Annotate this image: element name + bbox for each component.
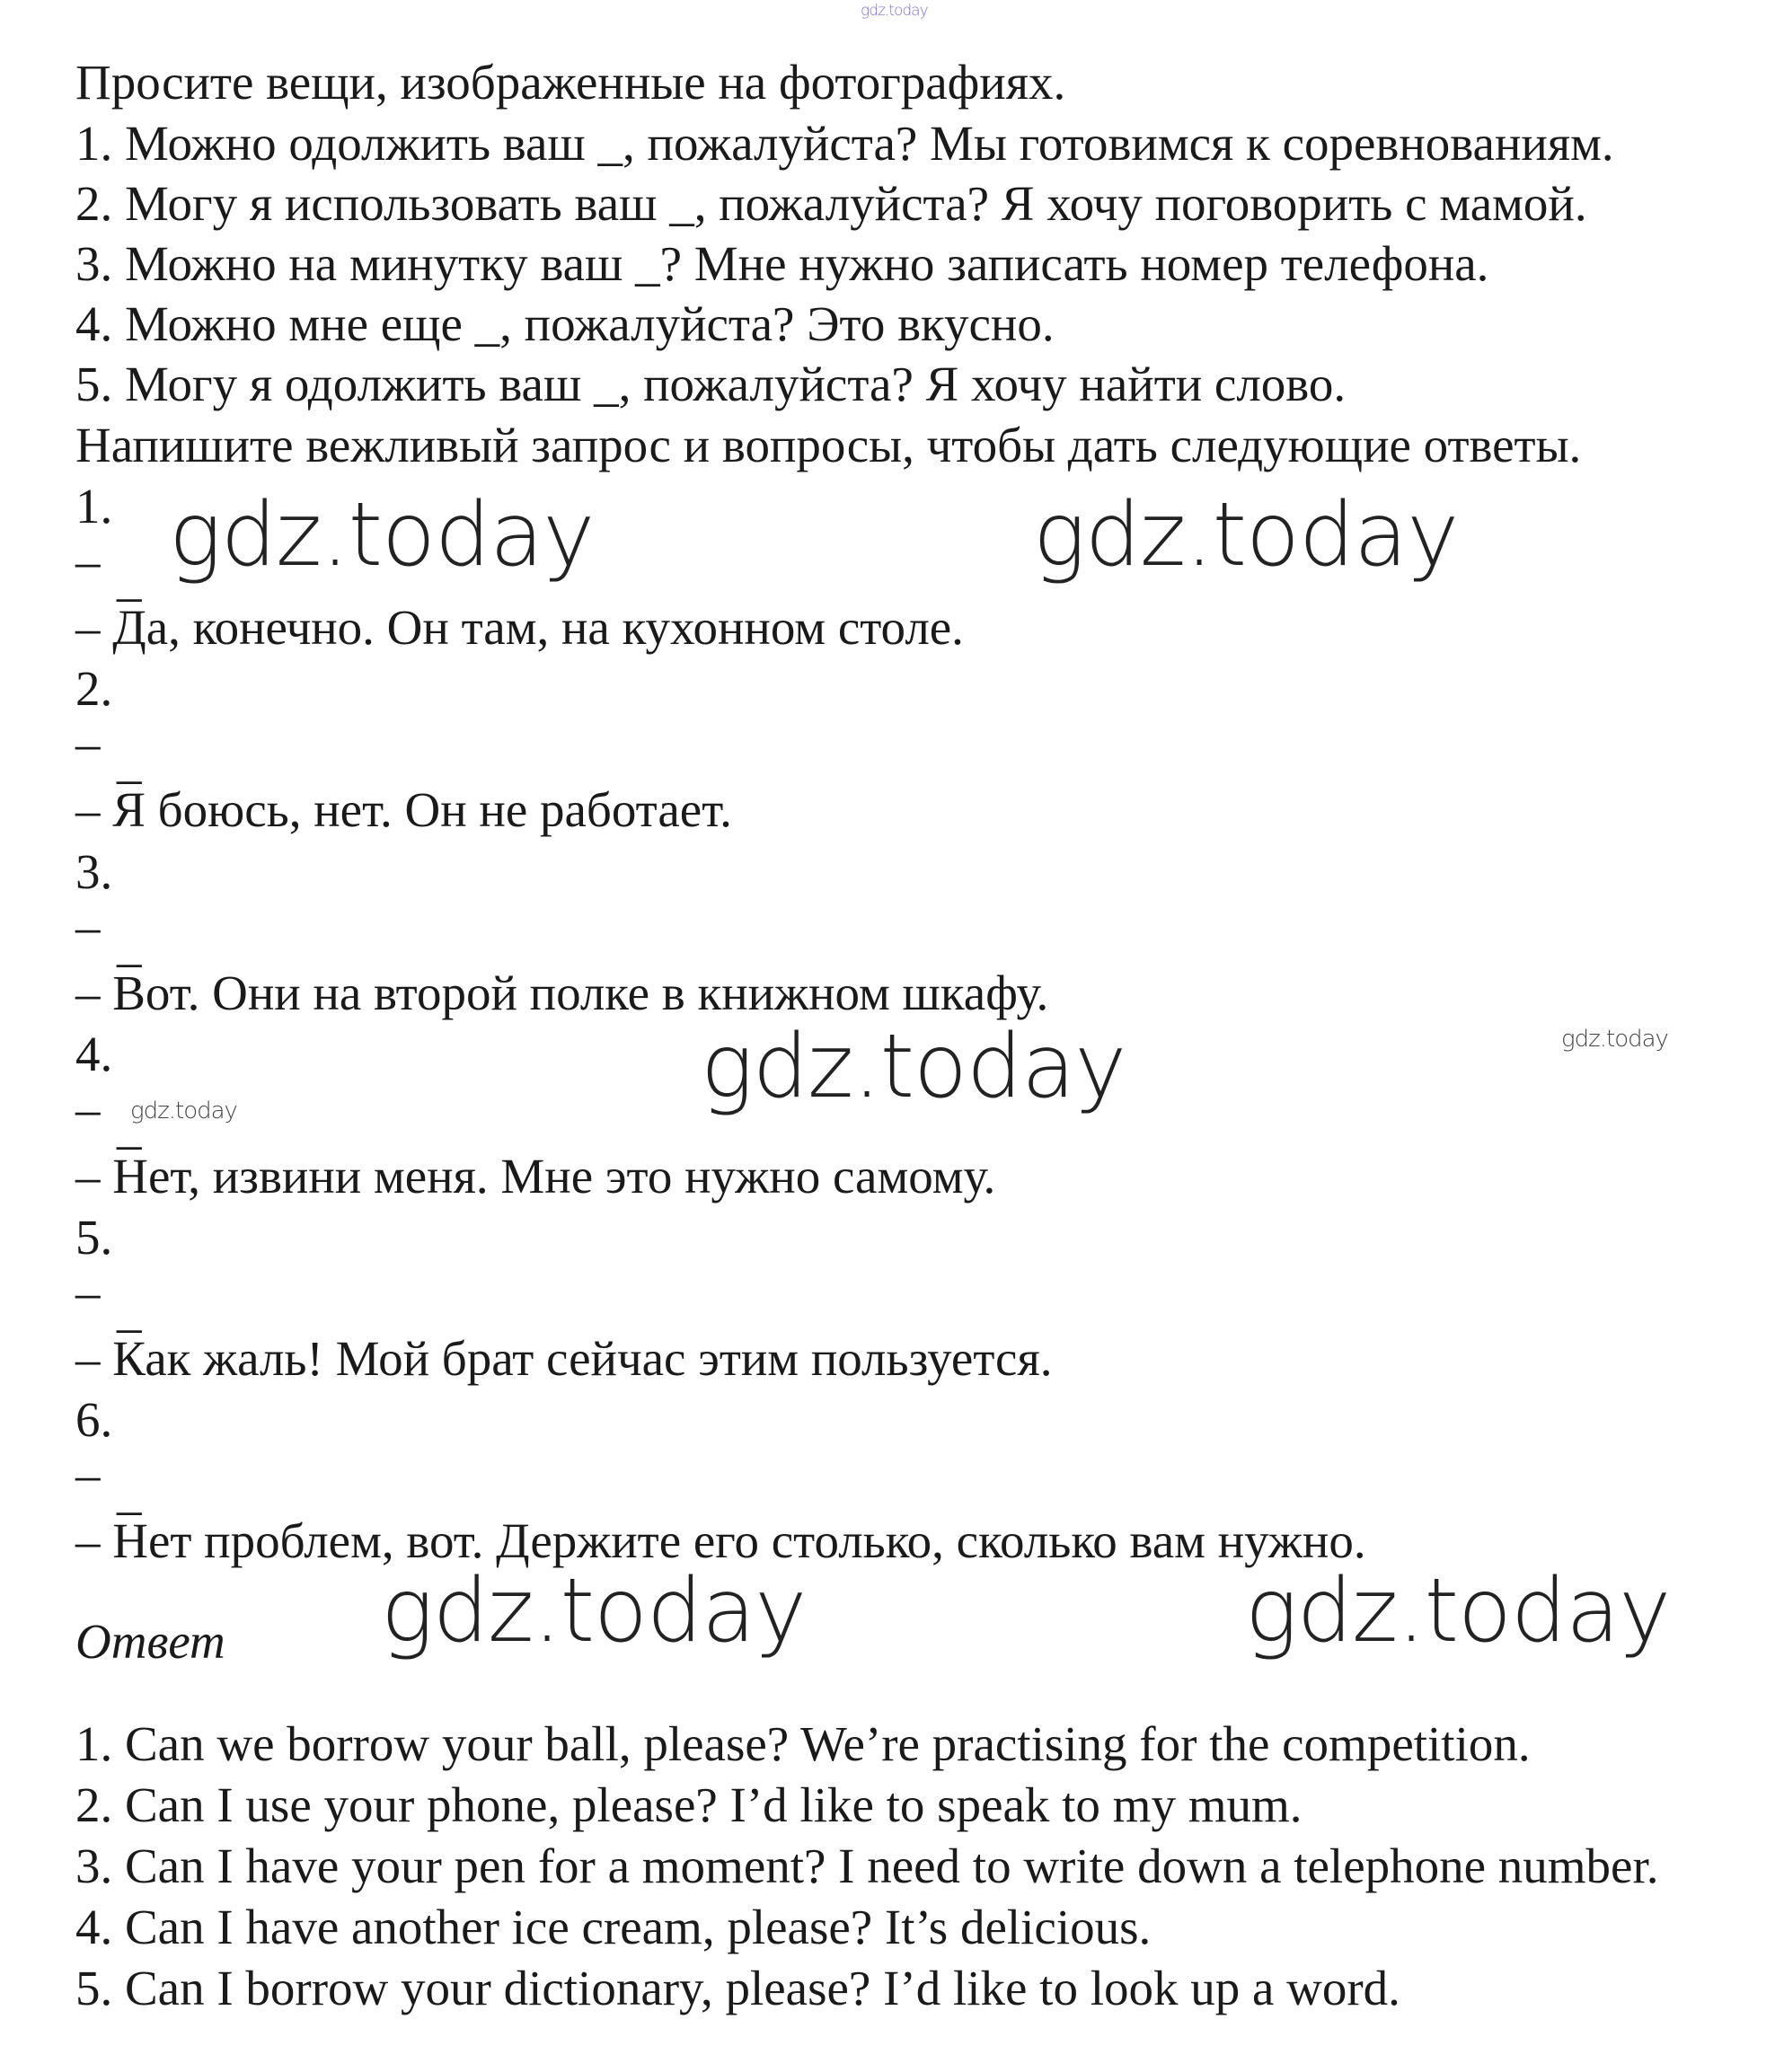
question-dash: – <box>75 1447 101 1502</box>
task2-item-number: 6. <box>75 1392 113 1447</box>
task1-item: 5. Могу я одолжить ваш _, пожалуйста? Я хочу найти слово. <box>75 357 1347 411</box>
question-blank: _ <box>117 1283 142 1337</box>
task2-reply: – Я боюсь, нет. Он не работает. <box>75 782 732 837</box>
question-blank: _ <box>117 1465 142 1520</box>
task2-reply: – Нет проблем, вот. Держите его столько, сколько вам нужно. <box>75 1513 1366 1568</box>
watermark-logo: gdz.today <box>381 1560 807 1662</box>
watermark-logo: gdz.today <box>130 1098 237 1124</box>
answer-item: 5. Can I borrow your dictionary, please? I’d like to look up a word. <box>75 1961 1400 2015</box>
task1-instruction: Просите вещи, изображенные на фотографиях. <box>75 55 1066 110</box>
answer-item: 4. Can I have another ice cream, please? It’s delicious. <box>75 1900 1152 1954</box>
task1-item: 1. Можно одолжить ваш _, пожалуйста? Мы готовимся к соревнованиям. <box>75 116 1614 171</box>
question-blank: _ <box>117 917 142 972</box>
question-dash: – <box>75 1265 101 1319</box>
answer-item: 1. Can we borrow your ball, please? We’re practising for the competition. <box>75 1716 1531 1771</box>
question-dash: – <box>75 899 101 954</box>
question-blank: _ <box>117 1099 142 1154</box>
watermark-top: gdz.today <box>861 2 928 20</box>
task1-item: 3. Можно на минутку ваш _? Мне нужно записать номер телефона. <box>75 236 1489 291</box>
question-dash: – <box>75 1081 101 1136</box>
task2-item-number: 3. <box>75 844 113 899</box>
watermark-logo: gdz.today <box>1033 484 1459 586</box>
task2-reply: – Да, конечно. Он там, на кухонном столе. <box>75 600 964 655</box>
watermark-logo: gdz.today <box>1245 1560 1671 1662</box>
task2-instruction: Напишите вежливый запрос и вопросы, чтобы дать следующие ответы. <box>75 418 1582 472</box>
task2-reply: – Как жаль! Мой брат сейчас этим пользуется. <box>75 1331 1053 1386</box>
watermark-logo: gdz.today <box>1561 1026 1668 1053</box>
task2-item-number: 2. <box>75 661 113 716</box>
watermark-logo: gdz.today <box>701 1016 1126 1118</box>
task1-item: 2. Могу я использовать ваш _, пожалуйста? Я хочу поговорить с мамой. <box>75 176 1587 231</box>
question-blank: _ <box>117 734 142 789</box>
task2-item-number: 4. <box>75 1027 113 1081</box>
task2-item-number: 5. <box>75 1210 113 1265</box>
task2-item-number: 1. <box>75 479 113 533</box>
answer-item: 2. Can I use your phone, please? I’d like to speak to my mum. <box>75 1777 1303 1832</box>
answer-heading: Ответ <box>75 1614 225 1669</box>
question-blank: _ <box>117 551 142 606</box>
task2-reply: – Нет, извини меня. Мне это нужно самому. <box>75 1149 996 1204</box>
task2-reply: – Вот. Они на второй полке в книжном шкафу. <box>75 965 1049 1020</box>
question-dash: – <box>75 716 101 771</box>
question-dash: – <box>75 533 101 588</box>
watermark-logo: gdz.today <box>169 484 595 586</box>
task1-item: 4. Можно мне еще _, пожалуйста? Это вкусно. <box>75 296 1055 351</box>
answer-item: 3. Can I have your pen for a moment? I need to write down a telephone number. <box>75 1838 1659 1893</box>
